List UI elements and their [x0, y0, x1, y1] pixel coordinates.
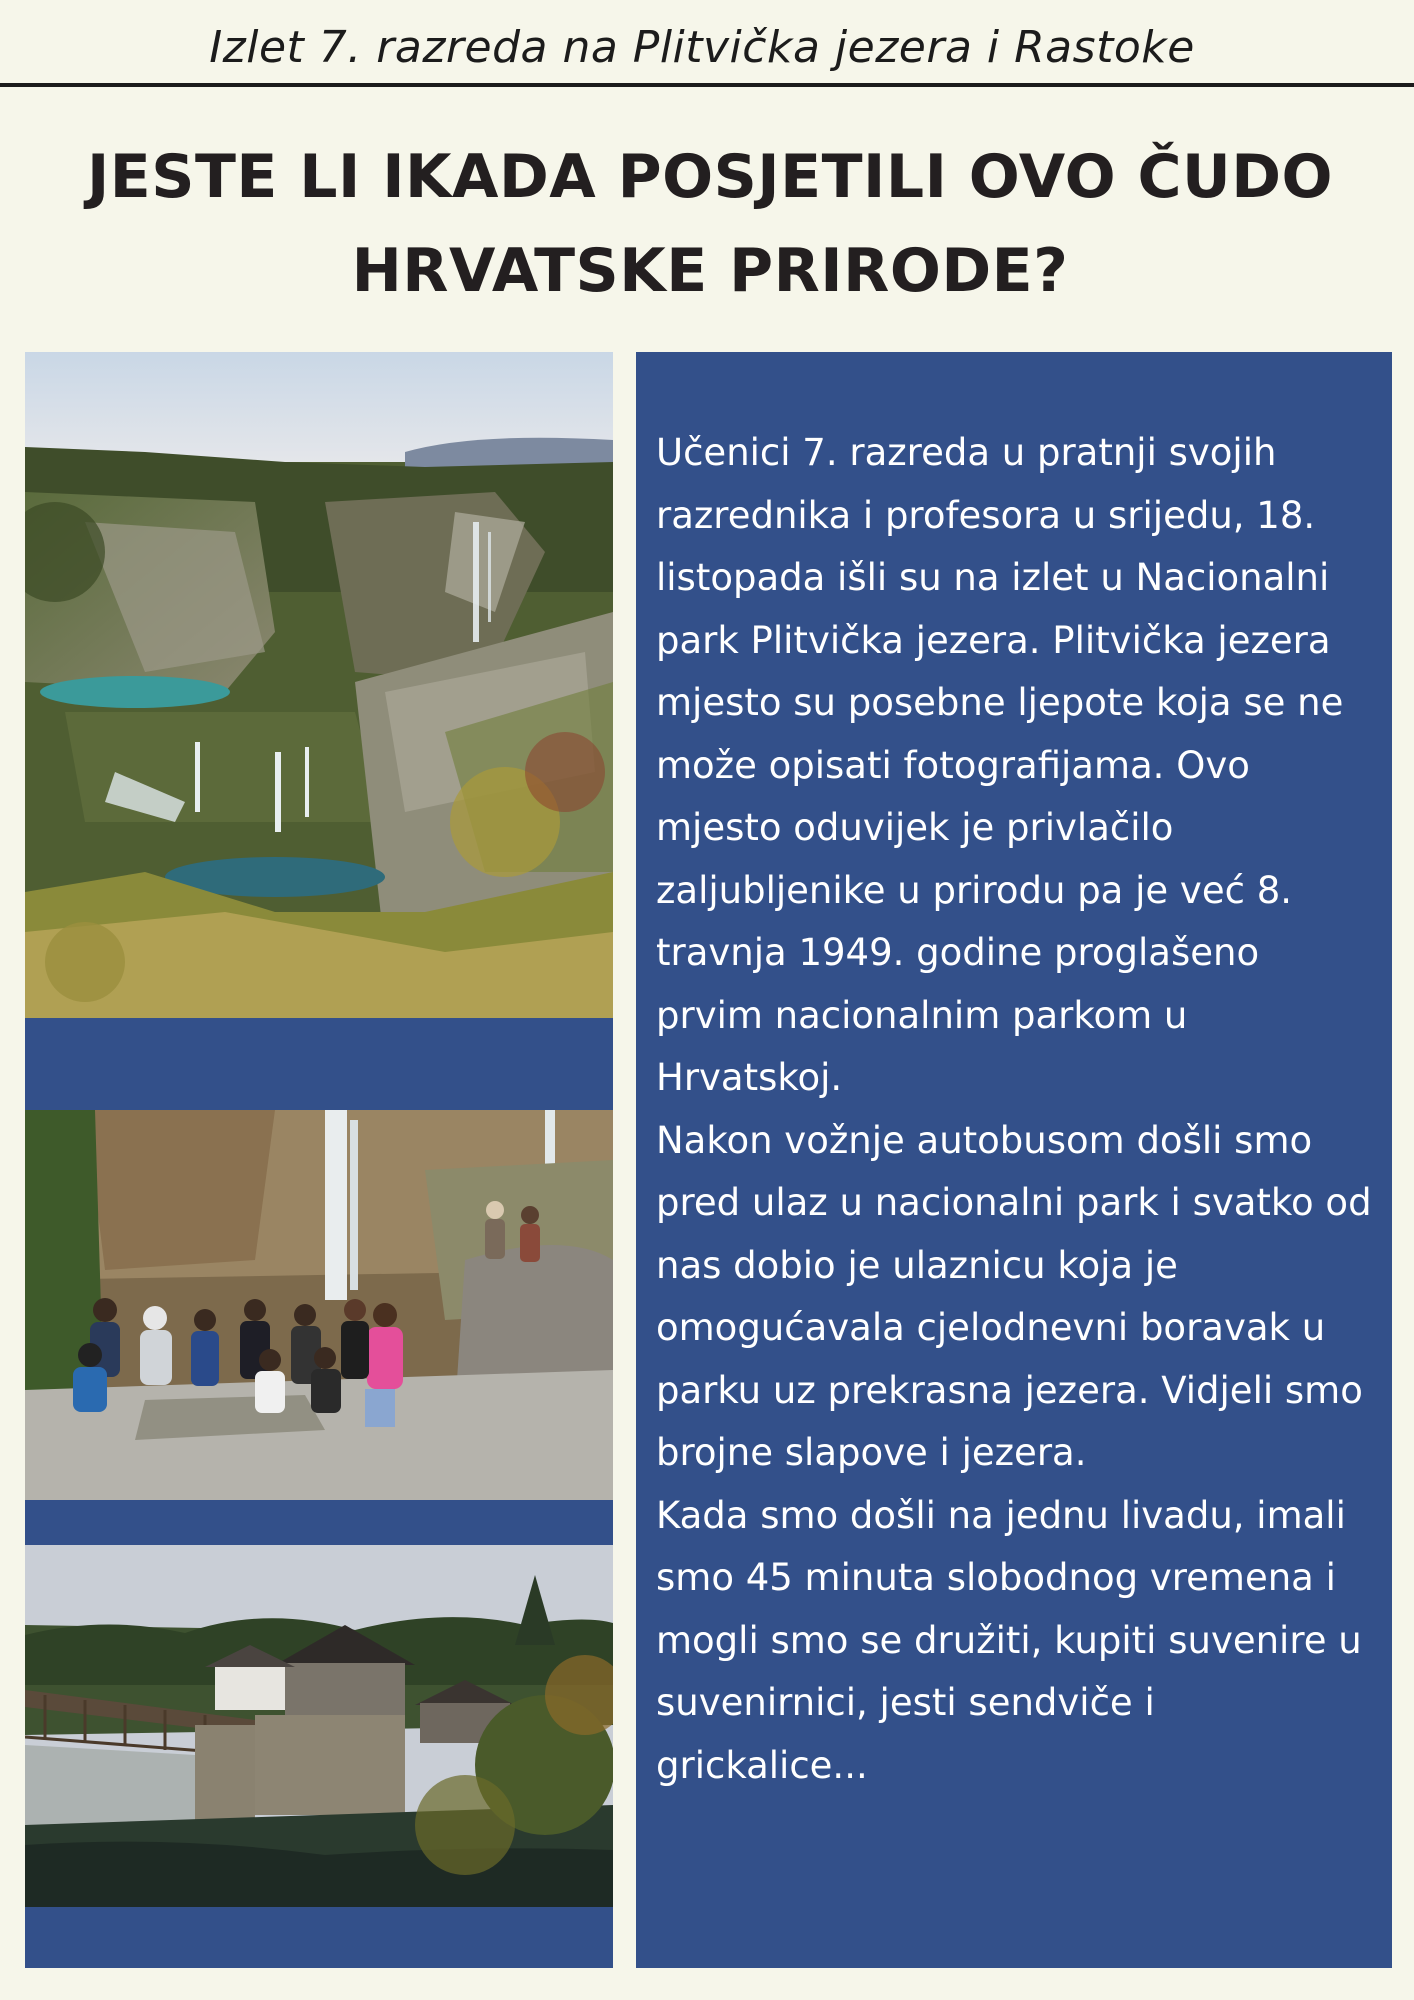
article-paragraph-2: Nakon vožnje autobusom došli smo pred ulaz u nacionalni park i svatko od nas dobio je ulaznicu koja je omogućavala cjelodnevni boravak u parku uz prekrasna jezera. Vidjeli smo brojne slapove i jezera.	[656, 1118, 1372, 1474]
article-paragraph-1: Učenici 7. razreda u pratnji svojih razrednika i profesora u srijedu, 18. listopada išli su na izlet u Nacionalni park Plitvička jezera. Plitvička jezera mjesto su posebne ljepote koja se ne može opisati fotografijama. Ovo mjesto oduvijek je privlačilo zaljubljenike u prirodu pa je već 8. travnja 1949. godine proglašeno prvim nacionalnim parkom u Hrvatskoj.	[656, 431, 1344, 1099]
article-body	[656, 422, 1376, 1797]
page-header-title: Izlet 7. razreda na Plitvička jezera i Rastoke	[209, 22, 1195, 73]
headline-line-2: HRVATSKE PRIRODE?	[351, 236, 1069, 306]
header-divider	[0, 83, 1414, 87]
photo-canyon-lakes	[25, 352, 613, 1018]
headline	[60, 130, 1360, 318]
article-paragraph-3: Kada smo došli na jednu livadu, imali smo 45 minuta slobodnog vremena i mogli smo se družiti, kupiti suvenire u suvenirnici, jesti sendviče i grickalice...	[656, 1493, 1362, 1787]
photo-students-waterfall	[25, 1110, 613, 1500]
photo-rastoke-bridge	[25, 1545, 613, 1907]
headline-line-1: JESTE LI IKADA POSJETILI OVO ČUDO	[86, 142, 1334, 212]
